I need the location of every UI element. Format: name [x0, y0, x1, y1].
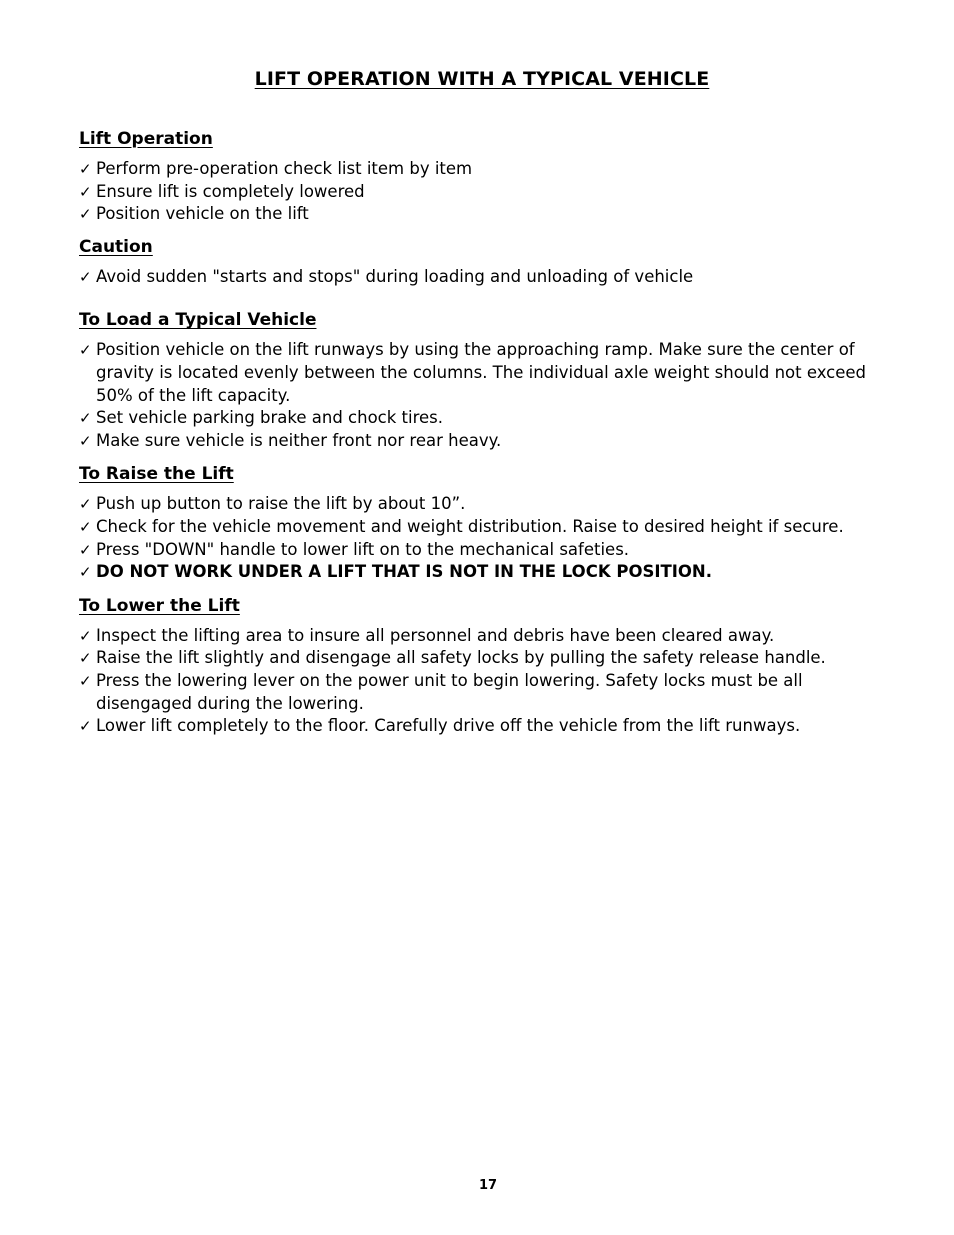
section-heading: To Load a Typical Vehicle — [79, 310, 317, 331]
section-raise-lift — [79, 463, 879, 583]
checklist — [79, 266, 879, 289]
page-title: LIFT OPERATION WITH A TYPICAL VEHICLE — [254, 68, 710, 90]
section-heading: Lift Operation — [79, 129, 213, 149]
list-item: ✓ Perform pre-operation check list item by item — [79, 158, 879, 181]
checkmark-icon: ✓ — [79, 409, 92, 428]
checkmark-icon: ✓ — [79, 517, 92, 536]
section-heading: Caution — [79, 236, 153, 257]
list-item: ✓ Set vehicle parking brake and chock tires. — [79, 407, 879, 430]
checklist — [79, 625, 879, 738]
list-item: ✓ Press the lowering lever on the power unit to begin lowering. Safety locks must be all disengaged during the lowering. — [79, 670, 803, 713]
warning-item: ✓ DO NOT WORK UNDER A LIFT THAT IS NOT IN THE LOCK POSITION. — [79, 561, 879, 584]
section-heading: To Lower the Lift — [79, 595, 240, 616]
checkmark-icon: ✓ — [79, 495, 92, 514]
checkmark-icon: ✓ — [79, 626, 92, 645]
checkmark-icon: ✓ — [79, 205, 92, 224]
list-item: ✓ Position vehicle on the lift runways by using the approaching ramp. Make sure the center of gravity is located evenly between the columns. The individual axle weight should not exceed 50% of the lift capacity. — [79, 340, 867, 405]
list-item: ✓ Lower lift completely to the floor. Carefully drive off the vehicle from the lift runways. — [79, 715, 879, 738]
section-heading: To Raise the Lift — [79, 464, 234, 485]
checkmark-icon: ✓ — [79, 649, 92, 668]
section-lift-operation — [79, 128, 879, 226]
list-item: ✓ Raise the lift slightly and disengage all safety locks by pulling the safety release handle. — [79, 647, 879, 670]
checklist — [79, 158, 879, 226]
list-item: ✓ Push up button to raise the lift by about 10”. — [79, 493, 879, 516]
checkmark-icon: ✓ — [79, 160, 92, 178]
list-item: ✓ Ensure lift is completely lowered — [79, 181, 879, 204]
page-number: 17 — [478, 1178, 498, 1193]
checklist — [79, 339, 879, 452]
checkmark-icon: ✓ — [79, 540, 92, 559]
list-item: ✓ Press "DOWN" handle to lower lift on to the mechanical safeties. — [79, 539, 879, 562]
list-item: ✓ Inspect the lifting area to insure all personnel and debris have been cleared away. — [79, 625, 879, 648]
checkmark-icon: ✓ — [79, 717, 92, 736]
checkmark-icon: ✓ — [79, 431, 92, 450]
checkmark-icon: ✓ — [79, 182, 92, 201]
document-body — [79, 128, 879, 738]
list-item: ✓ Check for the vehicle movement and weight distribution. Raise to desired height if secure. — [79, 516, 879, 539]
section-caution — [79, 236, 879, 289]
list-item: ✓ Make sure vehicle is neither front nor rear heavy. — [79, 430, 879, 453]
list-item: ✓ Avoid sudden "starts and stops" during loading and unloading of vehicle — [79, 266, 879, 289]
section-load-vehicle — [79, 309, 879, 452]
checkmark-icon: ✓ — [79, 671, 92, 690]
checkmark-icon: ✓ — [79, 267, 92, 286]
checkmark-icon: ✓ — [79, 341, 92, 360]
section-lower-lift — [79, 595, 879, 738]
checkmark-icon: ✓ — [79, 563, 92, 582]
list-item: ✓ Position vehicle on the lift — [79, 203, 879, 226]
checklist — [79, 493, 879, 583]
